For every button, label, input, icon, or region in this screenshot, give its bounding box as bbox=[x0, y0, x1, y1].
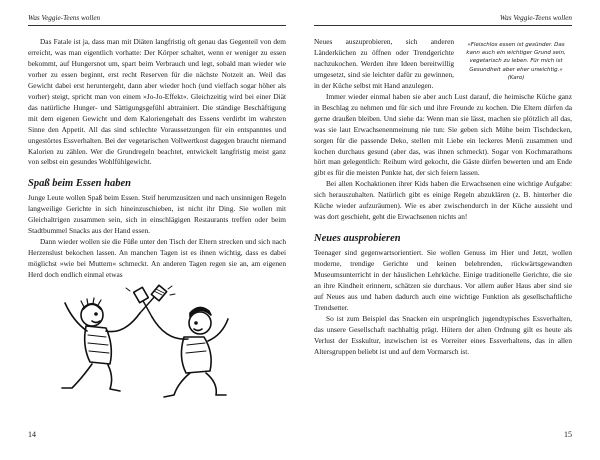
section-heading: Spaß beim Essen haben bbox=[28, 178, 131, 190]
paragraph: Dann wieder wollen sie die Füße unter den Tisch der Eltern strecken und sich nach Herzenslust bekochen lassen. An manchen Tagen ist es ihnen wichtig, dass es dabei möglichst »wie bei Muttern« schmeckt. An anderen Tagen regen sie an, am eigenen Herd doch endlich einmal etwas bbox=[28, 237, 286, 280]
running-head: Was Veggie-Teens wollen bbox=[314, 14, 572, 26]
spatula-icon bbox=[134, 287, 149, 302]
right-page bbox=[300, 0, 600, 460]
right-person-body bbox=[181, 337, 211, 373]
paragraph: Teenager sind gegenwartsorientiert. Sie wollen Genuss im Hier und Jetzt, wollen moderne, trendige Gerichte und keinen belehrenden, rückwärtsgewandten Museumsunterricht in der häuslichen Lehrküche. Einige traditionelle Gerichte, die sie an ihre Kindheit erinnern, schätzen sie durchaus. Vor allem außer Haus aber sind sie auf Neues aus und haben dadurch auch eine wichtige Funktion als gesellschaftliche Trendsetter. bbox=[314, 248, 572, 312]
quote-box: »Fleischlos essen ist gesünder. Das kann auch ein wichtiger Grund sein, vegetarisch zu leben. Für mich ist Gesundheit aber eher unwichtig.« (Karo) bbox=[466, 42, 566, 81]
paragraph: Bei allen Kochaktionen ihrer Kids haben die Erwachsenen eine wichtige Aufgabe: sich herauszuhalten. Natürlich gibt es einige Regeln abzuklären (z. B. hinterher die Küche wieder aufzuräumen). Wie es aber zwischendurch in der Küche aussieht und was dort geschieht, geht die Erwachsenen nichts an! bbox=[314, 179, 572, 222]
page-number: 14 bbox=[28, 430, 36, 439]
right-person-arm bbox=[152, 317, 188, 339]
left-page-body bbox=[28, 37, 286, 403]
paragraph: So ist zum Beispiel das Snacken ein ursprünglich jugendtypisches Essverhalten, das unsere Gesellschaft nachhaltig prägt. Hütern der alten Ordnung gilt es heute als Verlust der Esskultur, inzwischen ist es Vorreiter eines Essverhaltens, das in allen Altersgruppen beliebt ist und auf dem Vormarsch ist. bbox=[314, 313, 572, 356]
right-page-body bbox=[314, 37, 572, 358]
page-number: 15 bbox=[564, 430, 572, 439]
paragraph: Neues auszuprobieren, sich anderen Länderküchen zu öffnen oder Trendgerichte nachzukochen. Werden ihre Ideen bereitwillig umgesetzt, sind sie leichter dafür zu gewinnen, in der Küche selbst mit Hand anzulegen. bbox=[314, 37, 454, 90]
section-heading: Neues ausprobieren bbox=[314, 233, 401, 245]
cartoon-illustration bbox=[50, 283, 240, 403]
running-head: Was Veggie-Teens wollen bbox=[28, 14, 286, 26]
paragraph: Das Fatale ist ja, dass man mit Diäten langfristig oft genau das Gegenteil von dem erreicht, was man eigentlich vorhatte: Der Körper schaltet, wenn er weniger zu essen bekommt, auf Hungersnot um, spart beim Verbrauch und legt, sobald man wieder wie vorher zu essen beginnt, erst recht Reserven für die nächste Notzeit an. Weil das Gewicht dabei erst heruntergeht, dann aber wieder hoch (und vielfach sogar höher als vorher) steigt, spricht man von einem »Jo-Jo-Effekt«. Gleichzeitig wird bei einer Diät das natürliche Hunger- und Sättigungsgefühl abtrainiert. Die ständige Beschäftigung mit dem eigenen Gewicht und dem Kaloriengehalt des Essens verdirbt im wahrsten Sinne den Appetit. All das sind schlechte Voraussetzungen für ein entspanntes und ungestörtes Essverhalten. Bei der vegetarischen Vollwertkost dagegen braucht niemand Kalorien zu zählen. Wer die Grundregeln beachtet, entwickelt langfristig meist ganz von selbst ein gesundes Wohlfühlgewicht. bbox=[28, 37, 286, 167]
paragraph: Junge Leute wollen Spaß beim Essen. Steif herumzusitzen und nach unsinnigen Regeln langweilige Gerichte in sich hineinzuschieben, ist nicht ihr Ding. Sie wollen mit Gleichaltrigen zusammen sein, sich in einschlägigen Restaurants treffen oder beim Stadtbummel Snacks aus der Hand essen. bbox=[28, 193, 286, 236]
paragraph: Immer wieder einmal haben sie aber auch Lust darauf, die heimische Küche ganz in Beschlag zu nehmen und für sich und ihre Freunde zu kochen. Die Eltern dürfen da gerne draußen bleiben. Und siehe da: Wenn man sie lässt, machen sie plötzlich all das, was sie laut Erwachsenenmeinung nie tun: Sie geben sich Mühe beim Tischdecken, sorgen für die passende Deko, stellen mit Liebe ein leckeres Menü zusammen und kochen durchaus gesund (aber das, was ihnen schmeckt). Sogar von Kochmarathons hört man gelegentlich: Reihum wird gekocht, die Gäste dürfen bewerten und am Ende gibt es für die meisten Punkte hat, der sich feiern lassen. bbox=[314, 91, 572, 178]
